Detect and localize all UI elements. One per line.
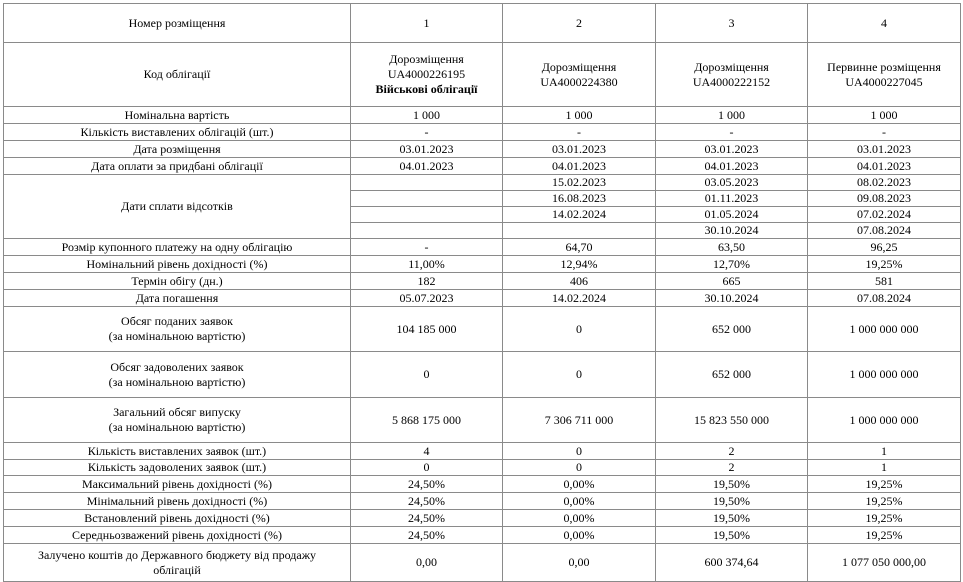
bond-code-cell	[351, 43, 503, 107]
table-cell: 30.10.2024	[656, 223, 808, 239]
row-label	[4, 352, 351, 398]
row-label: Номінальний рівень дохідності (%)	[4, 256, 351, 273]
table-cell: 19,50%	[656, 510, 808, 527]
table-cell: 0	[503, 460, 656, 476]
table-row	[4, 256, 961, 273]
table-cell: 0,00%	[503, 493, 656, 510]
table-cell: 19,50%	[656, 476, 808, 493]
table-cell: 1 000	[656, 107, 808, 124]
table-cell: 24,50%	[351, 493, 503, 510]
row-label-line: Залучено коштів до Державного бюджету від продажу	[37, 547, 317, 562]
table-cell: 1 000	[351, 107, 503, 124]
bond-note: Військові облігації	[375, 82, 478, 96]
table-row	[4, 493, 961, 510]
table-cell: 19,50%	[656, 527, 808, 544]
table-cell: 07.08.2024	[808, 223, 961, 239]
table-cell: 0,00	[351, 544, 503, 582]
table-cell: -	[656, 124, 808, 141]
column-number: 2	[503, 4, 656, 43]
table-cell: 652 000	[656, 352, 808, 398]
table-cell: 09.08.2023	[808, 191, 961, 207]
table-cell	[351, 207, 503, 223]
table-cell: 96,25	[808, 239, 961, 256]
table-cell	[351, 175, 503, 191]
table-cell: 08.02.2023	[808, 175, 961, 191]
row-label-note: (за номінальною вартістю)	[108, 329, 246, 343]
table-row	[4, 175, 961, 191]
placement-type: Дорозміщення	[694, 59, 769, 74]
table-cell: 0,00%	[503, 510, 656, 527]
row-label: Код облігації	[4, 43, 351, 107]
bond-code: UA4000227045	[845, 74, 923, 89]
table-cell: 12,70%	[656, 256, 808, 273]
table-cell: 03.05.2023	[656, 175, 808, 191]
table-cell: 07.08.2024	[808, 290, 961, 307]
table-row	[4, 544, 961, 582]
table-cell: 63,50	[656, 239, 808, 256]
table-row	[4, 443, 961, 460]
table-cell: 1 077 050 000,00	[808, 544, 961, 582]
table-cell: 1 000 000 000	[808, 352, 961, 398]
table-cell: 1 000 000 000	[808, 398, 961, 443]
row-label: Дата розміщення	[4, 141, 351, 158]
table-row	[4, 510, 961, 527]
table-cell: 0,00%	[503, 476, 656, 493]
table-cell: 5 868 175 000	[351, 398, 503, 443]
row-label-line: Загальний обсяг випуску	[113, 405, 241, 419]
row-label: Середньозважений рівень дохідності (%)	[4, 527, 351, 544]
table-row	[4, 273, 961, 290]
table-cell: 19,50%	[656, 493, 808, 510]
table-row	[4, 398, 961, 443]
table-cell: 15.02.2023	[503, 175, 656, 191]
row-label	[4, 398, 351, 443]
table-cell: 600 374,64	[656, 544, 808, 582]
placement-type: Первинне розміщення	[827, 59, 941, 74]
table-cell: 19,25%	[808, 476, 961, 493]
table-cell: 652 000	[656, 307, 808, 352]
table-row	[4, 352, 961, 398]
row-label: Кількість виставлених облігацій (шт.)	[4, 124, 351, 141]
table-cell: 04.01.2023	[656, 158, 808, 175]
table-cell: 24,50%	[351, 527, 503, 544]
table-cell: 19,25%	[808, 493, 961, 510]
bond-code: UA4000222152	[692, 74, 771, 89]
table-cell: 11,00%	[351, 256, 503, 273]
table-row	[4, 239, 961, 256]
row-label: Дата оплати за придбані облігації	[4, 158, 351, 175]
table-cell: 104 185 000	[351, 307, 503, 352]
table-cell: 406	[503, 273, 656, 290]
table-cell: 182	[351, 273, 503, 290]
table-cell	[351, 191, 503, 207]
table-cell: 01.05.2024	[656, 207, 808, 223]
table-cell: 581	[808, 273, 961, 290]
table-cell: 0	[351, 352, 503, 398]
row-label: Номінальна вартість	[4, 107, 351, 124]
table-cell: 05.07.2023	[351, 290, 503, 307]
column-number: 1	[351, 4, 503, 43]
table-cell: 0	[503, 443, 656, 460]
table-row	[4, 307, 961, 352]
table-row	[4, 158, 961, 175]
bond-code-cell	[656, 43, 808, 107]
bond-code-cell	[808, 43, 961, 107]
table-cell: 04.01.2023	[351, 158, 503, 175]
table-cell: -	[808, 124, 961, 141]
table-cell: 0	[351, 460, 503, 476]
placement-type: Дорозміщення	[541, 59, 617, 74]
table-cell: 1 000	[503, 107, 656, 124]
bond-code: UA4000224380	[540, 74, 618, 89]
table-cell: 1	[808, 443, 961, 460]
table-cell: 14.02.2024	[503, 290, 656, 307]
table-row	[4, 476, 961, 493]
table-row	[4, 141, 961, 158]
table-cell: -	[351, 239, 503, 256]
table-cell: 24,50%	[351, 510, 503, 527]
table-cell: 01.11.2023	[656, 191, 808, 207]
bond-placement-table	[3, 3, 961, 582]
table-cell: 0,00	[503, 544, 656, 582]
table-cell: 2	[656, 460, 808, 476]
column-number: 4	[808, 4, 961, 43]
row-label	[4, 307, 351, 352]
table-cell: 07.02.2024	[808, 207, 961, 223]
table-cell: 03.01.2023	[351, 141, 503, 158]
row-label: Кількість виставлених заявок (шт.)	[4, 443, 351, 460]
table-cell: -	[351, 124, 503, 141]
bond-code-cell	[503, 43, 656, 107]
table-cell	[351, 223, 503, 239]
row-label: Дата погашення	[4, 290, 351, 307]
table-row	[4, 107, 961, 124]
row-label-note: (за номінальною вартістю)	[108, 374, 246, 389]
table-cell: 19,25%	[808, 527, 961, 544]
row-label-line: Обсяг задоволених заявок	[110, 359, 244, 374]
row-label: Встановлений рівень дохідності (%)	[4, 510, 351, 527]
table-cell: 12,94%	[503, 256, 656, 273]
table-cell: -	[503, 124, 656, 141]
row-label: Розмір купонного платежу на одну облігацію	[4, 239, 351, 256]
table-cell: 0	[503, 352, 656, 398]
table-cell: 1	[808, 460, 961, 476]
table-cell: 03.01.2023	[503, 141, 656, 158]
row-label: Термін обігу (дн.)	[4, 273, 351, 290]
table-cell: 1 000	[808, 107, 961, 124]
row-label: Дати сплати відсотків	[4, 175, 351, 239]
row-label: Мінімальний рівень дохідності (%)	[4, 493, 351, 510]
bond-code: UA4000226195	[387, 67, 466, 81]
table-cell: 14.02.2024	[503, 207, 656, 223]
table-cell: 4	[351, 443, 503, 460]
row-label: Максимальний рівень дохідності (%)	[4, 476, 351, 493]
table-cell: 03.01.2023	[656, 141, 808, 158]
table-row	[4, 43, 961, 107]
table-cell	[503, 223, 656, 239]
table-cell: 2	[656, 443, 808, 460]
table-cell: 30.10.2024	[656, 290, 808, 307]
table-row	[4, 290, 961, 307]
table-row	[4, 124, 961, 141]
table-cell: 1 000 000 000	[808, 307, 961, 352]
table-cell: 7 306 711 000	[503, 398, 656, 443]
table-cell: 03.01.2023	[808, 141, 961, 158]
row-label: Номер розміщення	[4, 4, 351, 43]
column-number: 3	[656, 4, 808, 43]
table-cell: 16.08.2023	[503, 191, 656, 207]
placement-type: Дорозміщення	[389, 52, 464, 66]
table-cell: 0	[503, 307, 656, 352]
table-cell: 04.01.2023	[808, 158, 961, 175]
table-cell: 19,25%	[808, 256, 961, 273]
row-label-line: Обсяг поданих заявок	[121, 314, 233, 328]
table-row	[4, 460, 961, 476]
table-row	[4, 4, 961, 43]
table-cell: 665	[656, 273, 808, 290]
table-row	[4, 527, 961, 544]
table-cell: 0,00%	[503, 527, 656, 544]
table-cell: 64,70	[503, 239, 656, 256]
table-cell: 04.01.2023	[503, 158, 656, 175]
row-label	[4, 544, 351, 582]
row-label: Кількість задоволених заявок (шт.)	[4, 460, 351, 476]
row-label-line: облігацій	[153, 562, 201, 577]
table-cell: 19,25%	[808, 510, 961, 527]
table-cell: 15 823 550 000	[656, 398, 808, 443]
table-cell: 24,50%	[351, 476, 503, 493]
row-label-note: (за номінальною вартістю)	[108, 420, 246, 434]
